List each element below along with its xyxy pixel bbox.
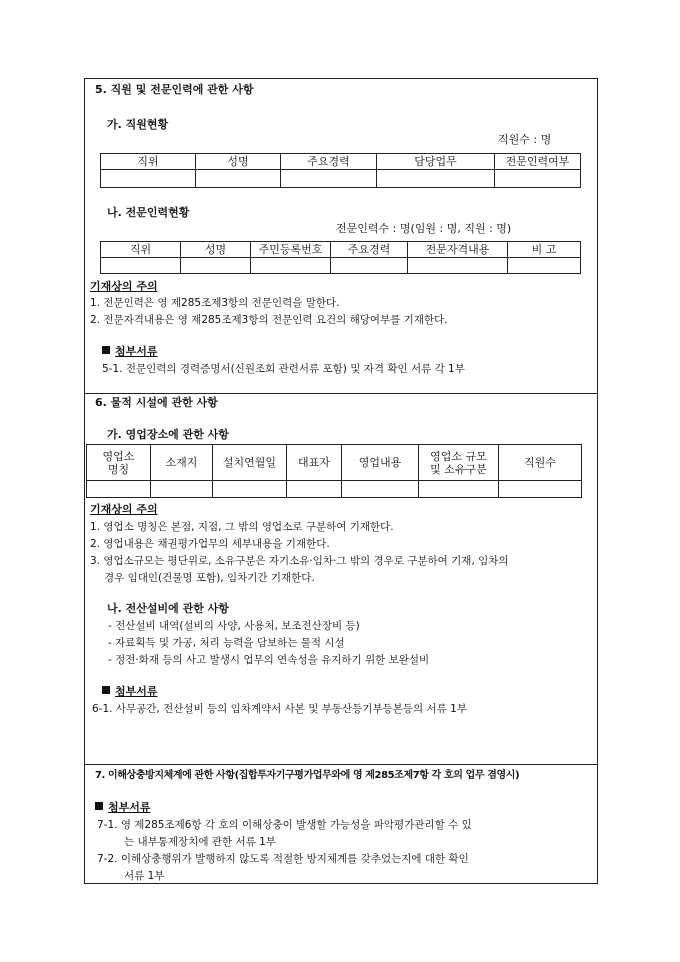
list-item: - 자료획득 및 가공, 처리 능력을 담보하는 물적 시설 <box>108 637 345 649</box>
table-header: 성명 <box>196 154 281 170</box>
attachment-item: 7-2. 이해상충행위가 발행하지 않도록 적절한 방지체계를 갖추었는지에 대한 확인 <box>97 853 469 865</box>
table-header: 성명 <box>181 242 251 258</box>
table-cell[interactable] <box>281 170 377 188</box>
table-header: 직위 <box>101 242 181 258</box>
table-cell[interactable] <box>377 170 495 188</box>
attachment-item: 7-1. 영 제285조제6항 각 호의 이해상충이 발생할 가능성을 파악평가관리할 수 있 <box>97 819 472 831</box>
table-header: 소재지 <box>151 445 213 481</box>
business-location-table <box>86 444 582 498</box>
table-cell[interactable] <box>342 481 419 498</box>
staff-count: 직원수 : 명 <box>498 133 552 146</box>
table-cell[interactable] <box>331 258 408 274</box>
note-item: 2. 전문자격내용은 영 제285조제3항의 전문인력 요건의 해당여부를 기재한다. <box>90 314 448 326</box>
table-cell[interactable] <box>287 481 342 498</box>
table-cell[interactable] <box>508 258 581 274</box>
table-header: 주요경력 <box>331 242 408 258</box>
professional-count: 전문인력수 : 명(임원 : 명, 직원 : 명) <box>336 222 512 235</box>
table-cell[interactable] <box>196 170 281 188</box>
attachment-item: 5-1. 전문인력의 경력증명서(신원조회 관련서류 포함) 및 자격 확인 서류 각 1부 <box>102 363 465 375</box>
note-item: 1. 영업소 명칭은 본점, 지점, 그 밖의 영업소로 구분하여 기재한다. <box>90 521 394 533</box>
notes-title: 기재상의 주의 <box>90 503 158 516</box>
business-location-heading: 가. 영업장소에 관한 사항 <box>107 428 229 441</box>
table-header: 영업소 명칭 <box>87 445 151 481</box>
table-cell[interactable] <box>101 258 181 274</box>
attachments-title: 첨부서류 <box>102 345 158 359</box>
table-header: 대표자 <box>287 445 342 481</box>
note-item: 경우 임대인(건물명 포함), 임차기간 기재한다. <box>104 572 315 584</box>
attachment-item: 는 내부통제장치에 관한 서류 1부 <box>124 836 276 848</box>
table-header: 설치연월일 <box>213 445 287 481</box>
attachments-title: 첨부서류 <box>95 801 151 815</box>
section6-title: 6. 물적 시설에 관한 사항 <box>95 396 218 409</box>
table-cell[interactable] <box>151 481 213 498</box>
table-header: 영업소 규모 및 소유구분 <box>419 445 499 481</box>
staff-table <box>100 153 581 188</box>
square-bullet-icon <box>102 346 110 354</box>
note-item: 1. 전문인력은 영 제285조제3항의 전문인력을 말한다. <box>90 297 340 309</box>
table-header: 주민등록번호 <box>251 242 331 258</box>
professional-status-heading: 나. 전문인력현황 <box>107 206 190 219</box>
section7-title: 7. 이해상충방지체계에 관한 사항(집합투자기구평가업무와에 영 제285조제7항 각 호의 업무 겸영시) <box>95 770 520 781</box>
table-header: 전문자격내용 <box>408 242 508 258</box>
list-item: - 정전·화재 등의 사고 발생시 업무의 연속성을 유지하기 위한 보완설비 <box>108 654 430 666</box>
note-item: 3. 영업소규모는 평단위로, 소유구분은 자기소유·임차·그 밖의 경우로 구분하여 기재, 임차의 <box>90 555 509 567</box>
table-cell[interactable] <box>181 258 251 274</box>
table-cell[interactable] <box>213 481 287 498</box>
table-header: 주요경력 <box>281 154 377 170</box>
table-header: 담당업무 <box>377 154 495 170</box>
table-cell[interactable] <box>251 258 331 274</box>
table-header: 직위 <box>101 154 196 170</box>
attachment-item: 6-1. 사무공간, 전산설비 등의 임차계약서 사본 및 부동산등기부등본등의 서류 1부 <box>92 703 467 715</box>
table-cell[interactable] <box>408 258 508 274</box>
section5-title: 5. 직원 및 전문인력에 관한 사항 <box>95 83 254 96</box>
table-cell[interactable] <box>419 481 499 498</box>
notes-title: 기재상의 주의 <box>90 280 158 293</box>
table-header: 직원수 <box>499 445 582 481</box>
table-cell[interactable] <box>495 170 581 188</box>
table-header: 영업내용 <box>342 445 419 481</box>
table-cell[interactable] <box>101 170 196 188</box>
square-bullet-icon <box>102 686 110 694</box>
attachment-item: 서류 1부 <box>124 870 165 882</box>
staff-status-heading: 가. 직원현황 <box>107 118 169 131</box>
table-header: 비 고 <box>508 242 581 258</box>
note-item: 2. 영업내용은 채권평가업무의 세부내용을 기재한다. <box>90 538 330 550</box>
table-header: 전문인력여부 <box>495 154 581 170</box>
professional-table <box>100 241 581 274</box>
list-item: - 전산설비 내역(설비의 사양, 사용처, 보조전산장비 등) <box>108 620 360 632</box>
section-divider <box>84 764 598 765</box>
square-bullet-icon <box>95 802 103 810</box>
section-divider <box>84 393 598 394</box>
attachments-title: 첨부서류 <box>102 685 158 699</box>
table-cell[interactable] <box>87 481 151 498</box>
table-cell[interactable] <box>499 481 582 498</box>
computing-facilities-heading: 나. 전산설비에 관한 사항 <box>107 602 229 615</box>
